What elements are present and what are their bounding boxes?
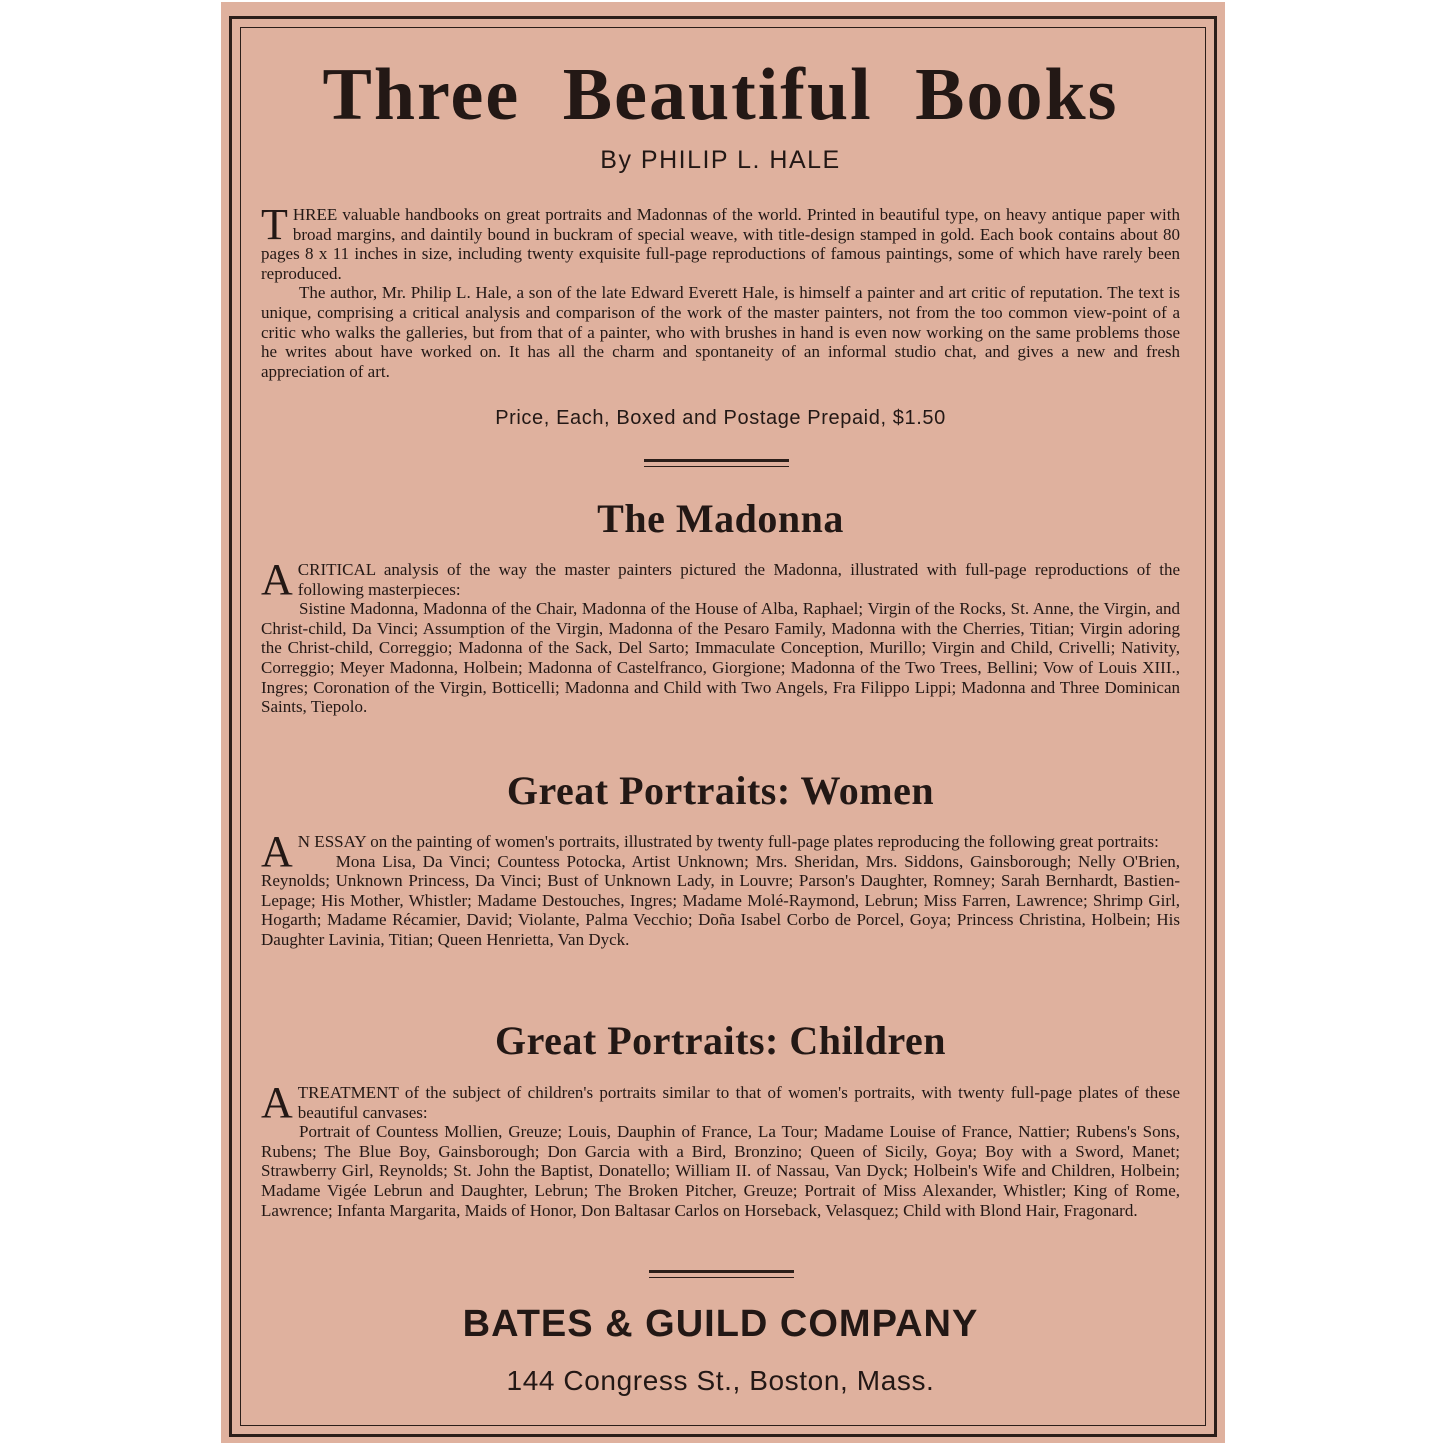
divider-rule-top <box>644 459 789 467</box>
children-title: Great Portraits: Children <box>495 1018 946 1063</box>
intro-paragraph-1: HREE valuable handbooks on great portraits and Madonnas of the world. Printed in beautiful type, on heavy antique paper with broad margins, and daintily bound in buckram of special weave, with title-design stamped in gold. Each book contains about 80 pages 8 x 11 inches in size, including twenty exquisite full-page reproductions of famous paintings, some of which have rarely been reproduced. <box>261 205 1180 283</box>
author-byline: By PHILIP L. HALE <box>600 146 841 174</box>
women-lead: N ESSAY on the painting of women's portraits, illustrated by twenty full-page plates reproducing the following great portraits: <box>297 832 1159 851</box>
publisher-name: BATES & GUILD COMPANY <box>462 1303 979 1345</box>
women-title: Great Portraits: Women <box>506 768 935 813</box>
madonna-list: Sistine Madonna, Madonna of the Chair, Madonna of the House of Alba, Raphael; Virgin of the Rocks, St. Anne, the Virgin, and Christ-child, Da Vinci; Assumption of the Virgin, Madonna of the Pesaro Family, Madonna with the Cherries, Titian; Virgin adoring the Christ-child, Correggio; Madonna of the Sack, Del Sarto; Immaculate Conception, Murillo; Virgin and Child, Crivelli; Nativity, Correggio; Meyer Madonna, Holbein; Madonna of Castelfranco, Giorgione; Madonna of the Two Trees, Bellini; Vow of Louis XIII., Ingres; Coronation of the Virgin, Botticelli; Madonna and Child with Two Angels, Fra Filippo Lippi; Madonna and Three Dominican Saints, Tiepolo. <box>261 599 1180 717</box>
children-list: Portrait of Countess Mollien, Greuze; Louis, Dauphin of France, La Tour; Madame Louise of France, Nattier; Rubens's Sons, Rubens; The Blue Boy, Gainsborough; Don Garcia with a Bird, Bronzino; Queen of Sicily, Goya; Boy with a Sword, Manet; Strawberry Girl, Reynolds; St. John the Baptist, Donatello; William II. of Nassau, Van Dyck; Holbein's Wife and Children, Holbein; Madame Vigée Lebrun and Daughter, Lebrun; The Broken Pitcher, Greuze; Portrait of Miss Alexander, Whistler; King of Rome, Lawrence; Infanta Margarita, Maids of Honor, Don Baltasar Carlos on Horseback, Velasquez; Child with Blond Hair, Fragonard. <box>261 1122 1180 1220</box>
advertisement-page <box>221 2 1225 1443</box>
page-title: Three Beautiful Books <box>322 54 1119 136</box>
women-dropcap: A <box>261 827 293 876</box>
children-text <box>261 1078 1180 1220</box>
children-dropcap: A <box>261 1078 293 1127</box>
children-lead: TREATMENT of the subject of children's portraits similar to that of women's portraits, with twenty full-page plates of these beautiful canvases: <box>297 1083 1180 1122</box>
publisher-address: 144 Congress St., Boston, Mass. <box>506 1365 935 1396</box>
madonna-lead: CRITICAL analysis of the way the master painters pictured the Madonna, illustrated with full-page reproductions of the following masterpieces: <box>297 560 1180 599</box>
intro-dropcap: T <box>261 200 288 249</box>
intro-text <box>261 200 1180 381</box>
madonna-dropcap: A <box>261 555 293 604</box>
women-text <box>261 827 1180 950</box>
intro-paragraph-2: The author, Mr. Philip L. Hale, a son of the late Edward Everett Hale, is himself a painter and art critic of reputation. The text is unique, comprising a critical analysis and comparison of the work of the master painters, not from the too common view-point of a critic who walks the galleries, but from that of a painter, who with brushes in hand is even now working on the same problems those he writes about have worked on. It has all the charm and spontaneity of an informal studio chat, and gives a new and fresh appreciation of art. <box>261 283 1180 381</box>
madonna-title: The Madonna <box>597 496 844 541</box>
madonna-text <box>261 555 1180 717</box>
divider-rule-bottom <box>649 1270 794 1278</box>
price-line: Price, Each, Boxed and Postage Prepaid, $1.50 <box>495 407 946 429</box>
women-list: Mona Lisa, Da Vinci; Countess Potocka, Artist Unknown; Mrs. Sheridan, Mrs. Siddons, Gainsborough; Nelly O'Brien, Reynolds; Unknown Princess, Da Vinci; Bust of Unknown Lady, in Louvre; Parson's Daughter, Romney; Sarah Bernhardt, Bastien-Lepage; His Mother, Whistler; Madame Destouches, Ingres; Madame Molé-Raymond, Lebrun; Miss Farren, Lawrence; Shrimp Girl, Hogarth; Madame Récamier, David; Violante, Palma Vecchio; Doña Isabel Corbo de Porcel, Goya; Princess Christina, Holbein; His Daughter Lavinia, Titian; Queen Henrietta, Van Dyck. <box>261 851 1180 949</box>
